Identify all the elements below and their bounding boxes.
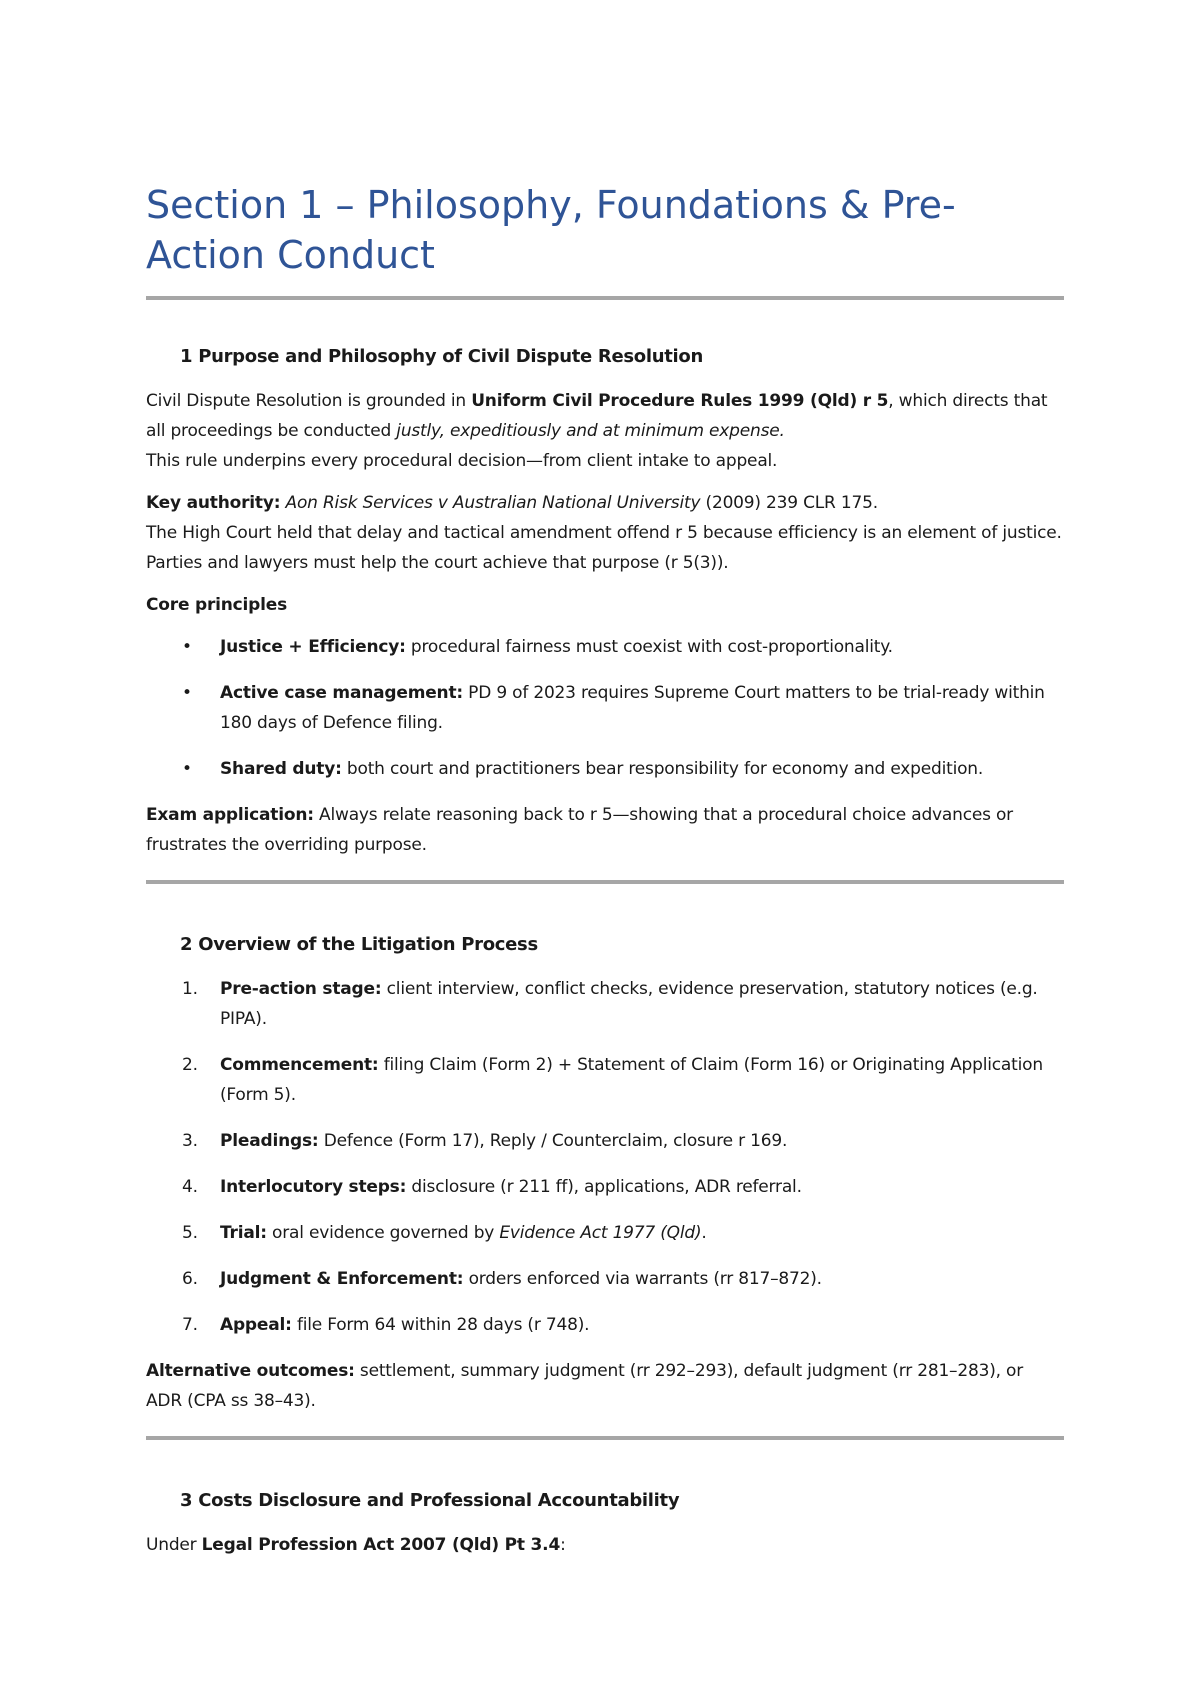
list-item — [146, 974, 1064, 1034]
list-item — [146, 754, 1064, 784]
text: Under — [146, 1535, 202, 1555]
paragraph-alternative-outcomes — [146, 1356, 1064, 1416]
bold-text: Uniform Civil Procedure Rules 1999 (Qld) r 5 — [471, 391, 889, 411]
bold-text: Pre-action stage: — [220, 979, 382, 999]
text: , which directs that all proceedings be conducted — [146, 391, 1048, 441]
section-heading-2: 2 Overview of the Litigation Process — [180, 934, 538, 955]
list-item — [146, 1264, 1064, 1294]
paragraph-rule-5 — [146, 386, 1064, 476]
text: Always relate reasoning back to r 5—showing that a procedural choice advances or frustrates the overriding purpose. — [146, 805, 1013, 855]
bullet-icon: • — [182, 683, 192, 703]
text: . — [701, 1223, 707, 1243]
text: (2009) 239 CLR 175. — [700, 493, 878, 513]
section-heading-3: 3 Costs Disclosure and Professional Accountability — [180, 1490, 680, 1511]
bold-text: Appeal: — [220, 1315, 292, 1335]
text: procedural fairness must coexist with cost-proportionality. — [405, 637, 893, 657]
list-number: 1. — [182, 979, 198, 999]
text: Defence (Form 17), Reply / Counterclaim, closure r 169. — [318, 1131, 788, 1151]
text: settlement, summary judgment (rr 292–293), default judgment (rr 281–283), or ADR (CPA ss 38–43). — [146, 1361, 1024, 1411]
paragraph-legal-profession-act — [146, 1530, 1064, 1560]
italic-text: Evidence Act 1977 (Qld) — [499, 1223, 702, 1243]
text: oral evidence governed by — [266, 1223, 500, 1243]
paragraph-exam-application — [146, 800, 1064, 860]
bold-text: Justice + Efficiency: — [220, 637, 406, 657]
list-item — [146, 1218, 1064, 1248]
litigation-steps-list — [146, 974, 1064, 1340]
bold-text: Commencement: — [220, 1055, 379, 1075]
section-heading-1: 1 Purpose and Philosophy of Civil Dispute Resolution — [180, 346, 703, 367]
text: file Form 64 within 28 days (r 748). — [291, 1315, 590, 1335]
italic-text: justly, expeditiously and at minimum expense. — [396, 421, 785, 441]
text: Civil Dispute Resolution is grounded in — [146, 391, 472, 411]
text: filing Claim (Form 2) + Statement of Claim (Form 16) or Originating Application (Form 5). — [220, 1055, 1043, 1105]
text: : — [560, 1535, 566, 1555]
text: client interview, conflict checks, evidence preservation, statutory notices (e.g. PIPA). — [220, 979, 1038, 1029]
bold-text: Trial: — [220, 1223, 267, 1243]
text: The High Court held that delay and tactical amendment offend r 5 because efficiency is an element of justice. Parties and lawyers must help the court achieve that purpose (r 5(3)). — [146, 523, 1062, 573]
bold-text: Pleadings: — [220, 1131, 319, 1151]
list-item — [146, 1126, 1064, 1156]
list-number: 4. — [182, 1177, 198, 1197]
text: disclosure (r 211 ff), applications, ADR referral. — [406, 1177, 802, 1197]
page-title: Section 1 – Philosophy, Foundations & Pre-Action Conduct — [146, 183, 956, 277]
list-number: 6. — [182, 1269, 198, 1289]
list-item — [146, 1172, 1064, 1202]
section-divider — [146, 296, 1064, 300]
list-number: 5. — [182, 1223, 198, 1243]
section-divider — [146, 880, 1064, 884]
bold-text: Active case management: — [220, 683, 463, 703]
bold-text: Core principles — [146, 595, 288, 615]
bold-text: Judgment & Enforcement: — [220, 1269, 464, 1289]
bold-text: Shared duty: — [220, 759, 342, 779]
bold-text: Key authority: — [146, 493, 281, 513]
bold-text: Alternative outcomes: — [146, 1361, 355, 1381]
section-divider — [146, 1436, 1064, 1440]
text: This rule underpins every procedural decision—from client intake to appeal. — [146, 451, 778, 471]
text: orders enforced via warrants (rr 817–872). — [463, 1269, 822, 1289]
list-item — [146, 632, 1064, 662]
core-principles-list — [146, 632, 1064, 784]
list-number: 7. — [182, 1315, 198, 1335]
italic-text: Aon Risk Services v Australian National University — [285, 493, 701, 513]
bullet-icon: • — [182, 759, 192, 779]
paragraph-key-authority — [146, 488, 1064, 578]
list-item — [146, 1310, 1064, 1340]
core-principles-heading — [146, 590, 1064, 620]
bullet-icon: • — [182, 637, 192, 657]
list-item — [146, 678, 1064, 738]
bold-text: Exam application: — [146, 805, 314, 825]
text: both court and practitioners bear responsibility for economy and expedition. — [341, 759, 984, 779]
list-number: 2. — [182, 1055, 198, 1075]
text: PD 9 of 2023 requires Supreme Court matters to be trial-ready within 180 days of Defence filing. — [220, 683, 1045, 733]
document-body — [146, 180, 1064, 1572]
bold-text: Interlocutory steps: — [220, 1177, 407, 1197]
list-item — [146, 1050, 1064, 1110]
list-number: 3. — [182, 1131, 198, 1151]
bold-text: Legal Profession Act 2007 (Qld) Pt 3.4 — [201, 1535, 561, 1555]
